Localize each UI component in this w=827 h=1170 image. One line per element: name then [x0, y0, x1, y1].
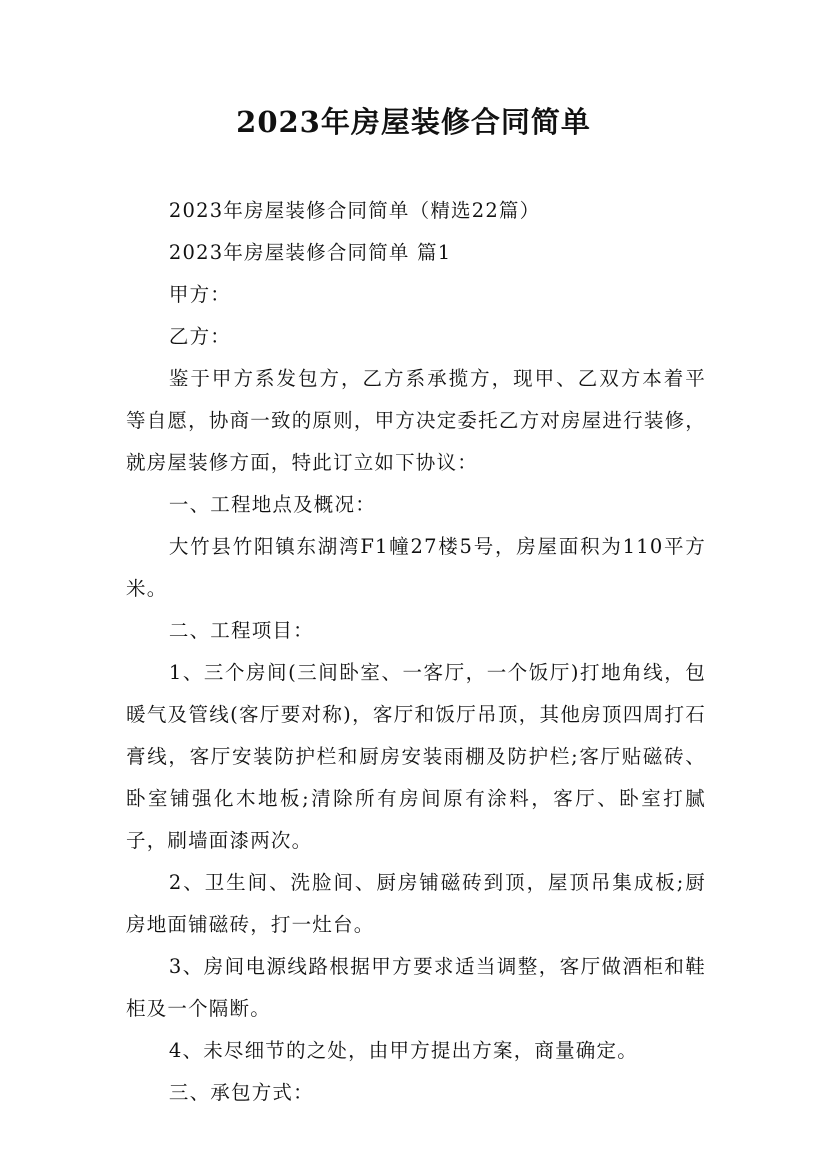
- paragraph-party-b: 乙方：: [168, 325, 231, 348]
- paragraph-heading-items: 二、工程项目：: [168, 619, 314, 642]
- document-body: [126, 190, 706, 1114]
- paragraph-party-a: 甲方：: [168, 283, 231, 306]
- paragraph-section-heading: 2023年房屋装修合同简单 篇1: [168, 241, 452, 264]
- paragraph-item-3: 3、房间电源线路根据甲方要求适当调整，客厅做酒柜和鞋柜及一个隔断。: [126, 955, 706, 1020]
- paragraph-item-2: 2、卫生间、洗脸间、厨房铺磁砖到顶，屋顶吊集成板;厨房地面铺磁砖，打一灶台。: [126, 871, 706, 936]
- paragraph-subtitle: 2023年房屋装修合同简单（精选22篇）: [168, 199, 541, 222]
- paragraph-item-1: 1、三个房间(三间卧室、一客厅，一个饭厅)打地角线，包暖气及管线(客厅要对称)，客厅和饭厅吊顶，其他房顶四周打石膏线，客厅安装防护栏和厨房安装雨棚及防护栏;客厅贴磁砖、卧室铺强化木地板;清除所有房间原有涂料，客厅、卧室打腻子，刷墙面漆两次。: [126, 661, 707, 852]
- paragraph-location: 大竹县竹阳镇东湖湾F1幢27楼5号，房屋面积为110平方米。: [126, 535, 706, 600]
- paragraph-heading-contract-mode: 三、承包方式：: [168, 1081, 314, 1104]
- paragraph-heading-location: 一、工程地点及概况：: [168, 493, 376, 516]
- paragraph-preamble: 鉴于甲方系发包方，乙方系承揽方，现甲、乙双方本着平等自愿，协商一致的原则，甲方决定委托乙方对房屋进行装修，就房屋装修方面，特此订立如下协议：: [126, 367, 706, 474]
- document-title: 2023年房屋装修合同简单: [236, 105, 591, 139]
- paragraph-item-4: 4、未尽细节的之处，由甲方提出方案，商量确定。: [168, 1039, 638, 1062]
